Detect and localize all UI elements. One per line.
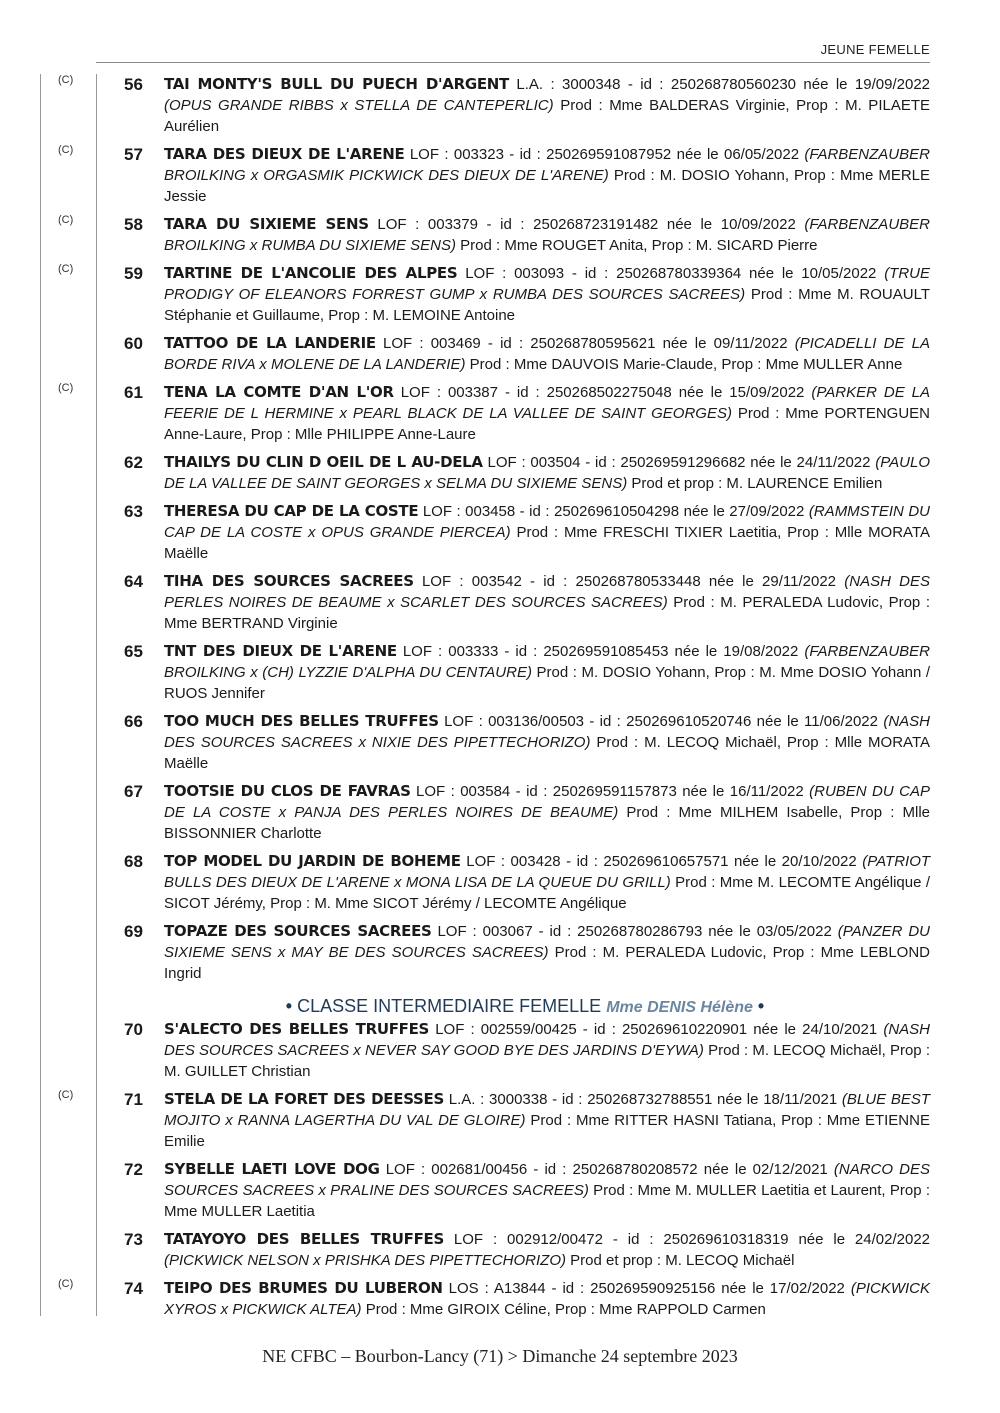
entry-row <box>58 1089 931 1152</box>
entry-owners: Prod : M. LECOQ Michaël, Prop : Mlle MORATA Maëlle <box>164 734 931 772</box>
entry-name: THERESA DU CAP DE LA COSTE <box>164 502 419 520</box>
left-margin-rule <box>96 74 97 1316</box>
entry-pedigree: (PANZER DU SIXIEME SENS x MAY BE DES SOURCES SACREES) <box>164 923 931 961</box>
entry-row <box>120 333 930 375</box>
entry-text <box>164 921 930 984</box>
entry-owners: Prod : Mme FRESCHI TIXIER Laetitia, Prop : Mlle MORATA Maëlle <box>164 524 931 562</box>
entry-number: 68 <box>124 852 143 871</box>
entry-text <box>164 144 930 207</box>
entry-name: TARA DES DIEUX DE L'ARENE <box>164 145 405 163</box>
entry-text <box>164 571 930 634</box>
entry-owners: Prod : M. DOSIO Yohann, Prop : M. Mme DOSIO Yohann / RUOS Jennifer <box>164 664 931 702</box>
entry-text <box>164 452 930 494</box>
section-header: JEUNE FEMELLE <box>820 42 930 57</box>
entry-row <box>120 1229 930 1271</box>
entry-owners: Prod : Mme M. ROUAULT Stéphanie et Guillaume, Prop : M. LEMOINE Antoine <box>164 286 930 324</box>
entry-name: TARA DU SIXIEME SENS <box>164 215 369 233</box>
heading-bullet-right: • <box>757 996 765 1016</box>
entry-registration: LOF : 003504 - id : 250269591296682 née le 24/11/2022 <box>487 454 871 471</box>
class-heading <box>120 996 930 1017</box>
entry-pedigree: (PATRIOT BULLS DES DIEUX DE L'ARENE x MONA LISA DE LA QUEUE DU GRILL) <box>164 853 931 891</box>
entry-name: TEIPO DES BRUMES DU LUBERON <box>164 1279 443 1297</box>
entry-text <box>164 641 930 704</box>
entry-pedigree: (PICKWICK XYROS x PICKWICK ALTEA) <box>164 1280 930 1318</box>
entry-row <box>58 263 931 326</box>
entry-registration: LOF : 003387 - id : 250268502275048 née le 15/09/2022 <box>400 384 805 401</box>
entry-text <box>164 263 930 326</box>
entry-row <box>58 144 930 207</box>
entry-c-mark: (C) <box>58 1089 74 1101</box>
entry-name: TNT DES DIEUX DE L'ARENE <box>164 642 397 660</box>
entry-name: TOOTSIE DU CLOS DE FAVRAS <box>164 782 411 800</box>
entry-pedigree: (OPUS GRANDE RIBBS x STELLA DE CANTEPERLIC) <box>164 97 554 114</box>
entry-owners: Prod et prop : M. LECOQ Michaël <box>570 1252 795 1269</box>
entry-number: 56 <box>124 75 143 94</box>
page-footer: NE CFBC – Bourbon-Lancy (71) > Dimanche 24 septembre 2023 <box>262 1346 738 1366</box>
entry-pedigree: (PAULO DE LA VALLEE DE SAINT GEORGES x SELMA DU SIXIEME SENS) <box>164 454 931 492</box>
entry-number: 59 <box>124 264 143 283</box>
entry-pedigree: (FARBENZAUBER BROILKING x ORGASMIK PICKWICK DES DIEUX DE L'ARENE) <box>164 146 930 184</box>
entry-text <box>164 1229 930 1271</box>
entry-registration: LOF : 003458 - id : 250269610504298 née le 27/09/2022 <box>422 503 805 520</box>
entry-name: TAI MONTY'S BULL DU PUECH D'ARGENT <box>164 75 509 93</box>
entry-registration: L.A. : 3000348 - id : 250268780560230 née le 19/09/2022 <box>516 76 931 93</box>
entry-registration: LOF : 003379 - id : 250268723191482 née le 10/09/2022 <box>377 216 796 233</box>
entry-row <box>120 571 930 634</box>
entry-owners: Prod : Mme M. LECOMTE Angélique / SICOT Jérémy, Prop : M. Mme SICOT Jérémy / LECOMTE Angélique <box>164 874 931 912</box>
entry-row <box>120 1159 930 1222</box>
entry-text <box>164 1019 930 1082</box>
entry-owners: Prod : M. LECOQ Michaël, Prop : M. GUILLET Christian <box>164 1042 930 1080</box>
entry-pedigree: (PARKER DE LA FEERIE DE L HERMINE x PEARL BLACK DE LA VALLEE DE SAINT GEORGES) <box>164 384 930 422</box>
entry-number: 72 <box>124 1160 143 1179</box>
entry-row <box>120 501 930 564</box>
entry-c-mark: (C) <box>58 1278 74 1290</box>
entry-text <box>164 333 930 375</box>
entry-name: SYBELLE LAETI LOVE DOG <box>164 1160 380 1178</box>
entry-pedigree: (BLUE BEST MOJITO x RANNA LAGERTHA DU VAL DE GLOIRE) <box>164 1091 931 1129</box>
entry-group-intermediaire-femelle <box>58 1019 931 1320</box>
entry-row <box>120 1019 930 1082</box>
judge-name: Mme DENIS Hélène <box>606 999 753 1016</box>
entry-owners: Prod : M. DOSIO Yohann, Prop : Mme MERLE Jessie <box>164 167 930 205</box>
entry-number: 62 <box>124 453 143 472</box>
class-title: CLASSE INTERMEDIAIRE FEMELLE <box>297 996 602 1016</box>
entry-owners: Prod : Mme MILHEM Isabelle, Prop : Mlle BISSONNIER Charlotte <box>164 804 930 842</box>
entry-name: TIHA DES SOURCES SACREES <box>164 572 414 590</box>
entry-text <box>164 1159 930 1222</box>
entry-number: 64 <box>124 572 143 591</box>
entry-registration: LOF : 002681/00456 - id : 250268780208572 née le 02/12/2021 <box>385 1161 828 1178</box>
entry-name: S'ALECTO DES BELLES TRUFFES <box>164 1020 430 1038</box>
entry-text <box>164 781 930 844</box>
entry-text <box>164 501 930 564</box>
entry-number: 69 <box>124 922 143 941</box>
entry-registration: LOF : 002559/00425 - id : 250269610220901 née le 24/10/2021 <box>435 1021 878 1038</box>
entry-row <box>120 641 930 704</box>
entry-list <box>58 74 931 1327</box>
entry-pedigree: (NASH DES SOURCES SACREES x NEVER SAY GOOD BYE DES JARDINS D'EYWA) <box>164 1021 931 1059</box>
entry-registration: LOF : 003323 - id : 250269591087952 née le 06/05/2022 <box>409 146 800 163</box>
entry-owners: Prod : Mme M. MULLER Laetitia et Laurent, Prop : Mme MULLER Laetitia <box>164 1182 930 1220</box>
entry-pedigree: (FARBENZAUBER BROILKING x (CH) LYZZIE D'ALPHA DU CENTAURE) <box>164 643 930 681</box>
entry-pedigree: (PICKWICK NELSON x PRISHKA DES PIPETTECHORIZO) <box>164 1252 566 1269</box>
entry-text <box>164 711 930 774</box>
outer-margin-rule <box>40 74 41 1316</box>
entry-row <box>120 921 930 984</box>
entry-c-mark: (C) <box>58 263 74 275</box>
entry-number: 71 <box>124 1090 143 1109</box>
entry-number: 66 <box>124 712 143 731</box>
entry-registration: LOS : A13844 - id : 250269590925156 née le 17/02/2022 <box>448 1280 845 1297</box>
entry-number: 67 <box>124 782 143 801</box>
entry-owners: Prod : Mme DAUVOIS Marie-Claude, Prop : Mme MULLER Anne <box>469 356 903 373</box>
entry-c-mark: (C) <box>58 382 74 394</box>
entry-c-mark: (C) <box>58 144 74 156</box>
entry-pedigree: (RAMMSTEIN DU CAP DE LA COSTE x OPUS GRANDE PIERCEA) <box>164 503 931 541</box>
entry-name: TENA LA COMTE D'AN L'OR <box>164 383 394 401</box>
entry-registration: LOF : 002912/00472 - id : 250269610318319 née le 24/02/2022 <box>453 1231 931 1248</box>
entry-registration: LOF : 003093 - id : 250268780339364 née le 10/05/2022 <box>465 265 877 282</box>
entry-owners: Prod : Mme PORTENGUEN Anne-Laure, Prop : Mlle PHILIPPE Anne-Laure <box>164 405 931 443</box>
entry-pedigree: (PICADELLI DE LA BORDE RIVA x MOLENE DE LA LANDERIE) <box>164 335 930 373</box>
entry-registration: LOF : 003428 - id : 250269610657571 née le 20/10/2022 <box>466 853 857 870</box>
entry-pedigree: (NASH DES SOURCES SACREES x NIXIE DES PIPETTECHORIZO) <box>164 713 931 751</box>
entry-row <box>120 711 930 774</box>
entry-text <box>164 851 930 914</box>
entry-name: TOO MUCH DES BELLES TRUFFES <box>164 712 439 730</box>
entry-owners: Prod et prop : M. LAURENCE Emilien <box>631 475 883 492</box>
entry-pedigree: (NASH DES PERLES NOIRES DE BEAUME x SCARLET DES SOURCES SACREES) <box>164 573 931 611</box>
entry-number: 65 <box>124 642 143 661</box>
entry-row <box>120 452 930 494</box>
entry-name: TARTINE DE L'ANCOLIE DES ALPES <box>164 264 458 282</box>
entry-registration: LOF : 003136/00503 - id : 250269610520746 née le 11/06/2022 <box>444 713 878 730</box>
entry-registration: LOF : 003067 - id : 250268780286793 née le 03/05/2022 <box>437 923 832 940</box>
entry-pedigree: (FARBENZAUBER BROILKING x RUMBA DU SIXIEME SENS) <box>164 216 930 254</box>
entry-row <box>58 1278 930 1320</box>
heading-bullet-left: • <box>285 996 293 1016</box>
entry-text <box>164 1278 930 1320</box>
entry-text <box>164 1089 930 1152</box>
entry-registration: LOF : 003584 - id : 250269591157873 née le 16/11/2022 <box>416 783 804 800</box>
entry-text <box>164 214 930 256</box>
entry-number: 63 <box>124 502 143 521</box>
entry-number: 73 <box>124 1230 143 1249</box>
entry-row <box>58 74 931 137</box>
entry-number: 74 <box>124 1279 143 1298</box>
entry-pedigree: (NARCO DES SOURCES SACREES x PRALINE DES SOURCES SACREES) <box>164 1161 931 1199</box>
entry-owners: Prod : Mme RITTER HASNI Tatiana, Prop : Mme ETIENNE Emilie <box>164 1112 930 1150</box>
entry-row <box>58 382 931 445</box>
entry-owners: Prod : Mme BALDERAS Virginie, Prop : M. PILAETE Aurélien <box>164 97 931 135</box>
entry-row <box>120 781 930 844</box>
entry-number: 60 <box>124 334 143 353</box>
entry-pedigree: (TRUE PRODIGY OF ELEANORS FORREST GUMP x RUMBA DES SOURCES SACREES) <box>164 265 931 303</box>
entry-registration: LOF : 003333 - id : 250269591085453 née le 19/08/2022 <box>402 643 799 660</box>
entry-owners: Prod : M. PERALEDA Ludovic, Prop : Mme LEBLOND Ingrid <box>164 944 930 982</box>
header-divider <box>96 62 930 63</box>
entry-number: 58 <box>124 215 143 234</box>
entry-c-mark: (C) <box>58 214 74 226</box>
entry-text <box>164 74 930 137</box>
entry-owners: Prod : Mme GIROIX Céline, Prop : Mme RAPPOLD Carmen <box>365 1301 766 1318</box>
entry-name: TOP MODEL DU JARDIN DE BOHEME <box>164 852 461 870</box>
entry-c-mark: (C) <box>58 74 74 86</box>
entry-registration: LOF : 003469 - id : 250268780595621 née le 09/11/2022 <box>383 335 788 352</box>
entry-group-jeune-femelle <box>58 74 931 984</box>
entry-number: 70 <box>124 1020 143 1039</box>
entry-registration: LOF : 003542 - id : 250268780533448 née le 29/11/2022 <box>421 573 837 590</box>
entry-row <box>120 851 930 914</box>
entry-name: TATTOO DE LA LANDERIE <box>164 334 376 352</box>
entry-owners: Prod : Mme ROUGET Anita, Prop : M. SICARD Pierre <box>460 237 818 254</box>
entry-name: STELA DE LA FORET DES DEESSES <box>164 1090 444 1108</box>
entry-number: 57 <box>124 145 143 164</box>
entry-number: 61 <box>124 383 143 402</box>
entry-row <box>58 214 930 256</box>
entry-registration: L.A. : 3000338 - id : 250268732788551 née le 18/11/2021 <box>448 1091 838 1108</box>
entry-pedigree: (RUBEN DU CAP DE LA COSTE x PANJA DES PERLES NOIRES DE BEAUME) <box>164 783 930 821</box>
entry-text <box>164 382 930 445</box>
entry-owners: Prod : M. PERALEDA Ludovic, Prop : Mme BERTRAND Virginie <box>164 594 930 632</box>
entry-name: THAILYS DU CLIN D OEIL DE L AU-DELA <box>164 453 483 471</box>
entry-name: TATAYOYO DES BELLES TRUFFES <box>164 1230 444 1248</box>
entry-name: TOPAZE DES SOURCES SACREES <box>164 922 432 940</box>
